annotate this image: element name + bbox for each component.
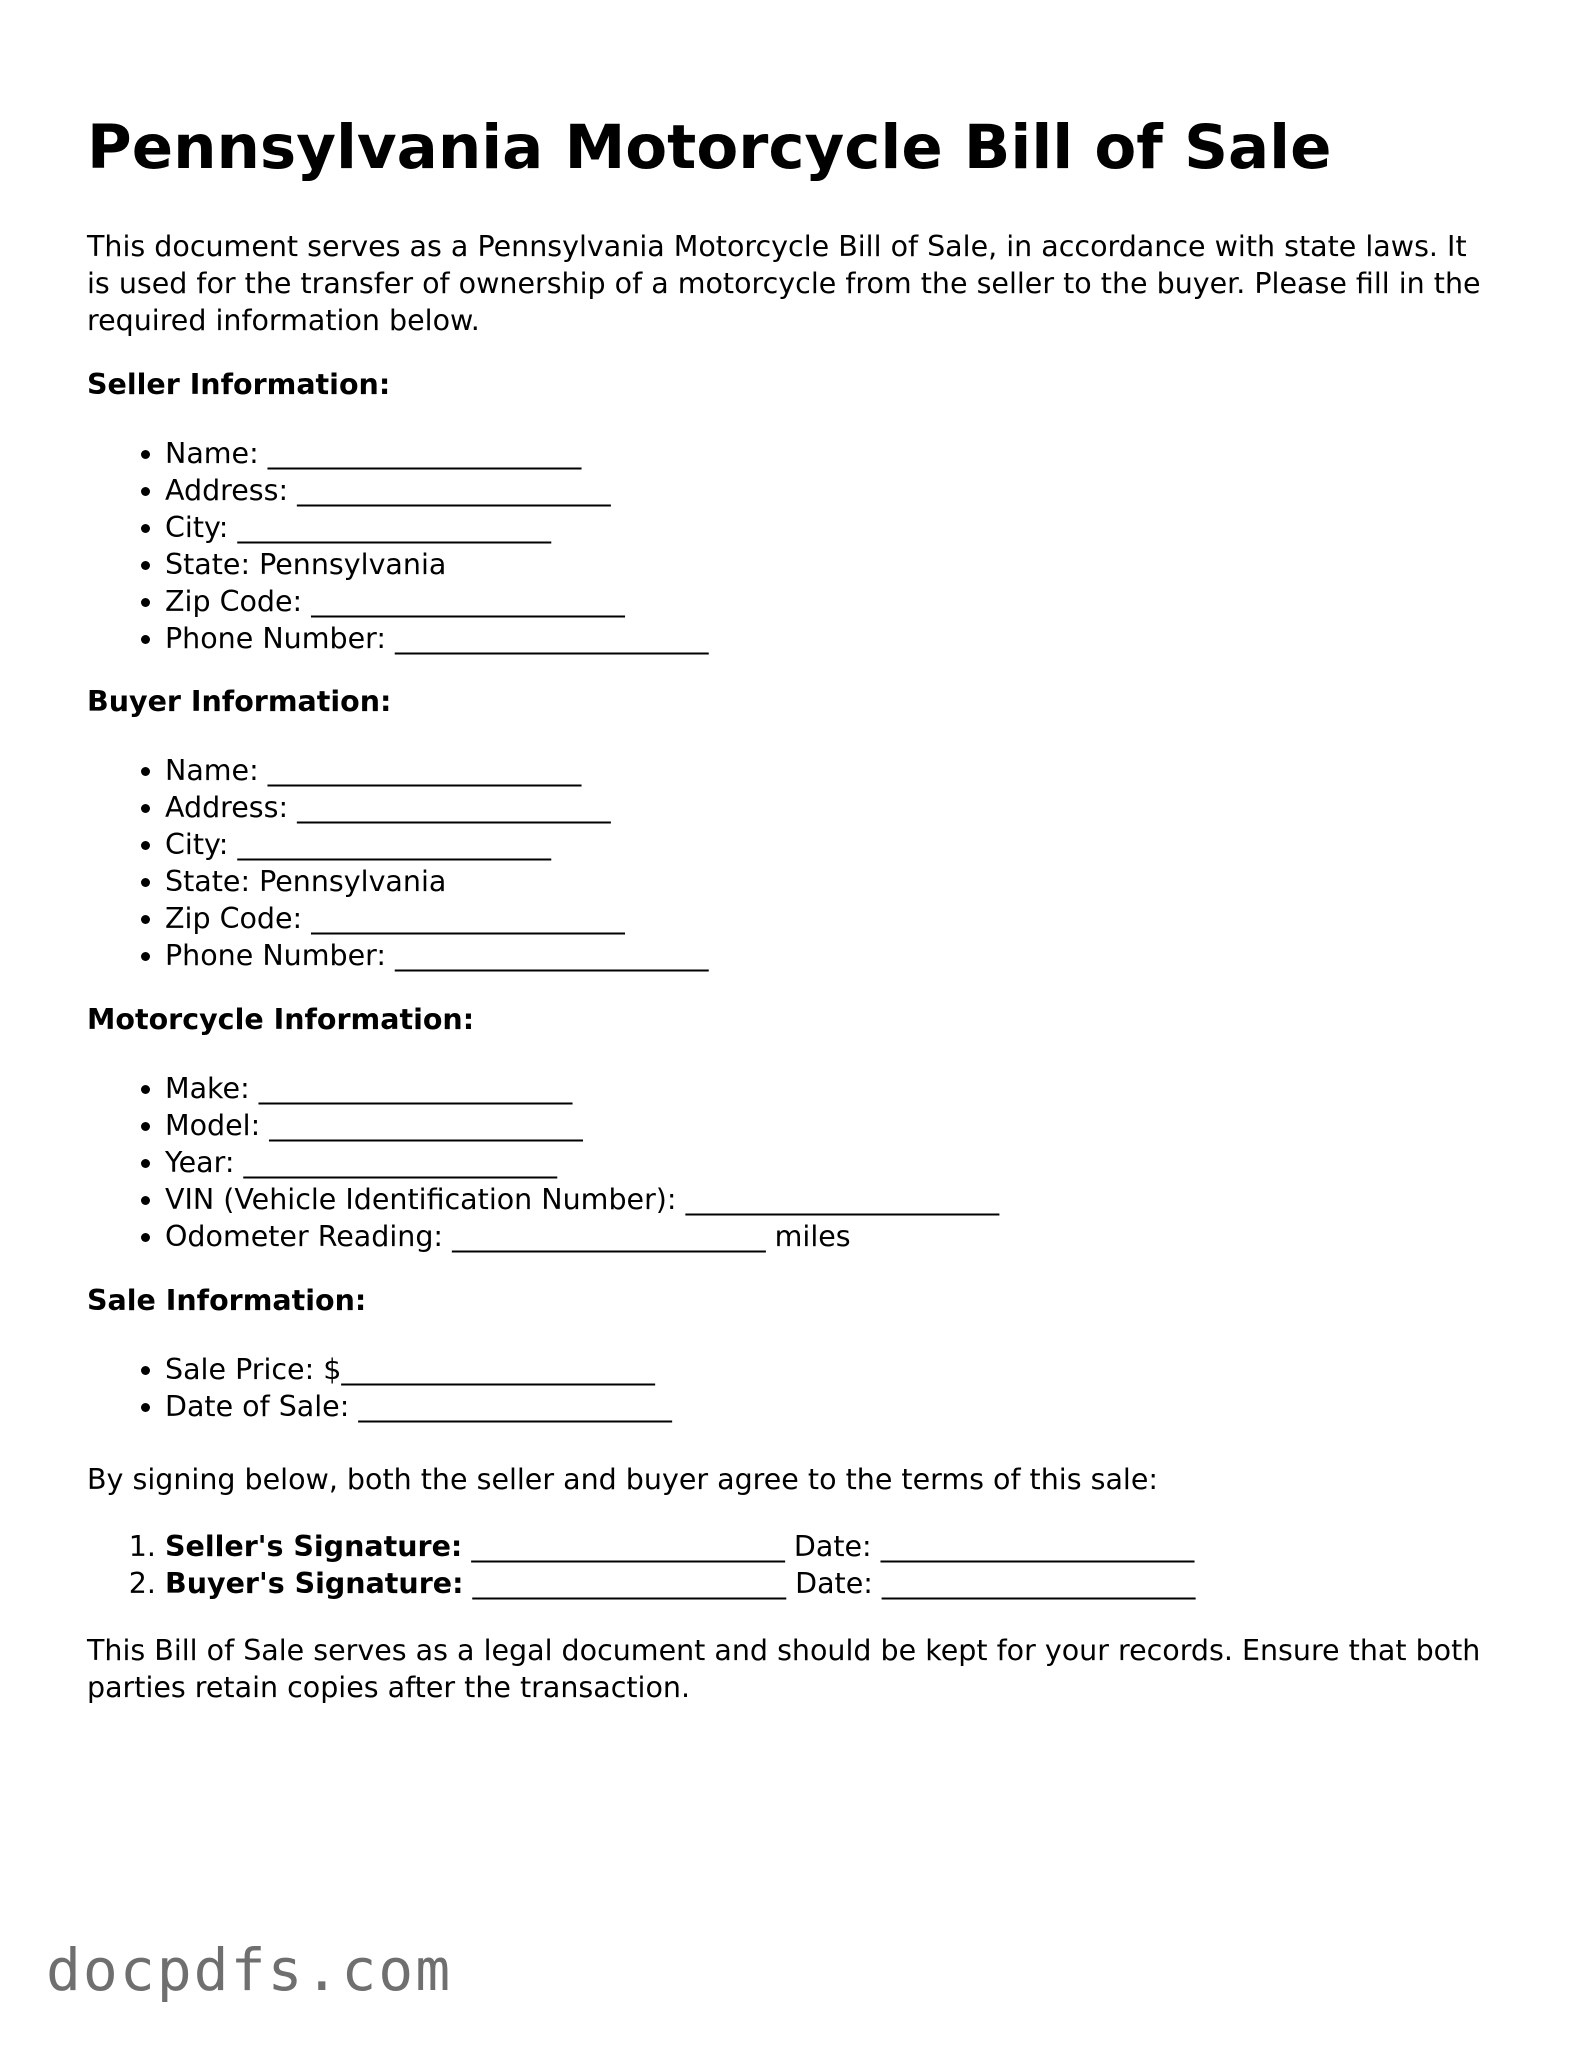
motorcycle-year-field: • Year: ______________________ — [165, 1144, 999, 1181]
agreement-text: By signing below, both the seller and buyer agree to the terms of this sale: — [87, 1463, 1158, 1496]
seller-signature-blanks: ______________________ Date: ______________________ — [462, 1530, 1195, 1563]
sale-price-field: • Sale Price: $______________________ — [165, 1351, 672, 1388]
seller-zip-field: • Zip Code: ______________________ — [165, 583, 709, 620]
sale-fields — [87, 1351, 672, 1425]
signature-list — [87, 1528, 1195, 1602]
buyer-signature-blanks: ______________________ Date: ______________________ — [463, 1567, 1196, 1600]
buyer-phone-field: • Phone Number: ______________________ — [165, 937, 709, 974]
sale-heading: Sale Information: — [87, 1284, 367, 1317]
motorcycle-fields — [87, 1070, 999, 1255]
closing-paragraph: This Bill of Sale serves as a legal document and should be kept for your records. Ensure that both parties retain copies after the transaction. — [87, 1634, 1481, 1704]
motorcycle-vin-field: • VIN (Vehicle Identification Number): ______________________ — [165, 1181, 999, 1218]
buyer-fields — [87, 752, 709, 974]
motorcycle-heading: Motorcycle Information: — [87, 1003, 475, 1036]
intro-paragraph: This document serves as a Pennsylvania Motorcycle Bill of Sale, in accordance with state laws. It is used for the transfer of ownership of a motorcycle from the seller to the buyer. Please fill in the required information below. — [87, 230, 1481, 337]
seller-state-field: • State: Pennsylvania — [165, 546, 709, 583]
buyer-state-field: • State: Pennsylvania — [165, 863, 709, 900]
motorcycle-make-field: • Make: ______________________ — [165, 1070, 999, 1107]
seller-phone-field: • Phone Number: ______________________ — [165, 620, 709, 657]
buyer-zip-field: • Zip Code: ______________________ — [165, 900, 709, 937]
seller-signature-label: Seller's Signature: — [165, 1530, 463, 1563]
buyer-heading: Buyer Information: — [87, 685, 392, 718]
seller-fields — [87, 435, 709, 657]
document-title: Pennsylvania Motorcycle Bill of Sale — [87, 112, 1332, 183]
motorcycle-odometer-field: • Odometer Reading: ______________________ miles — [165, 1218, 999, 1255]
motorcycle-model-field: • Model: ______________________ — [165, 1107, 999, 1144]
watermark: docpdfs.com — [46, 1936, 453, 2004]
seller-address-field: • Address: ______________________ — [165, 472, 709, 509]
seller-city-field: • City: ______________________ — [165, 509, 709, 546]
buyer-address-field: • Address: ______________________ — [165, 789, 709, 826]
seller-heading: Seller Information: — [87, 368, 391, 401]
buyer-signature-line — [165, 1565, 1195, 1602]
sale-date-field: • Date of Sale: ______________________ — [165, 1388, 672, 1425]
buyer-city-field: • City: ______________________ — [165, 826, 709, 863]
buyer-signature-label: Buyer's Signature: — [165, 1567, 464, 1600]
buyer-name-field: • Name: ______________________ — [165, 752, 709, 789]
seller-name-field: • Name: ______________________ — [165, 435, 709, 472]
seller-signature-line — [165, 1528, 1195, 1565]
